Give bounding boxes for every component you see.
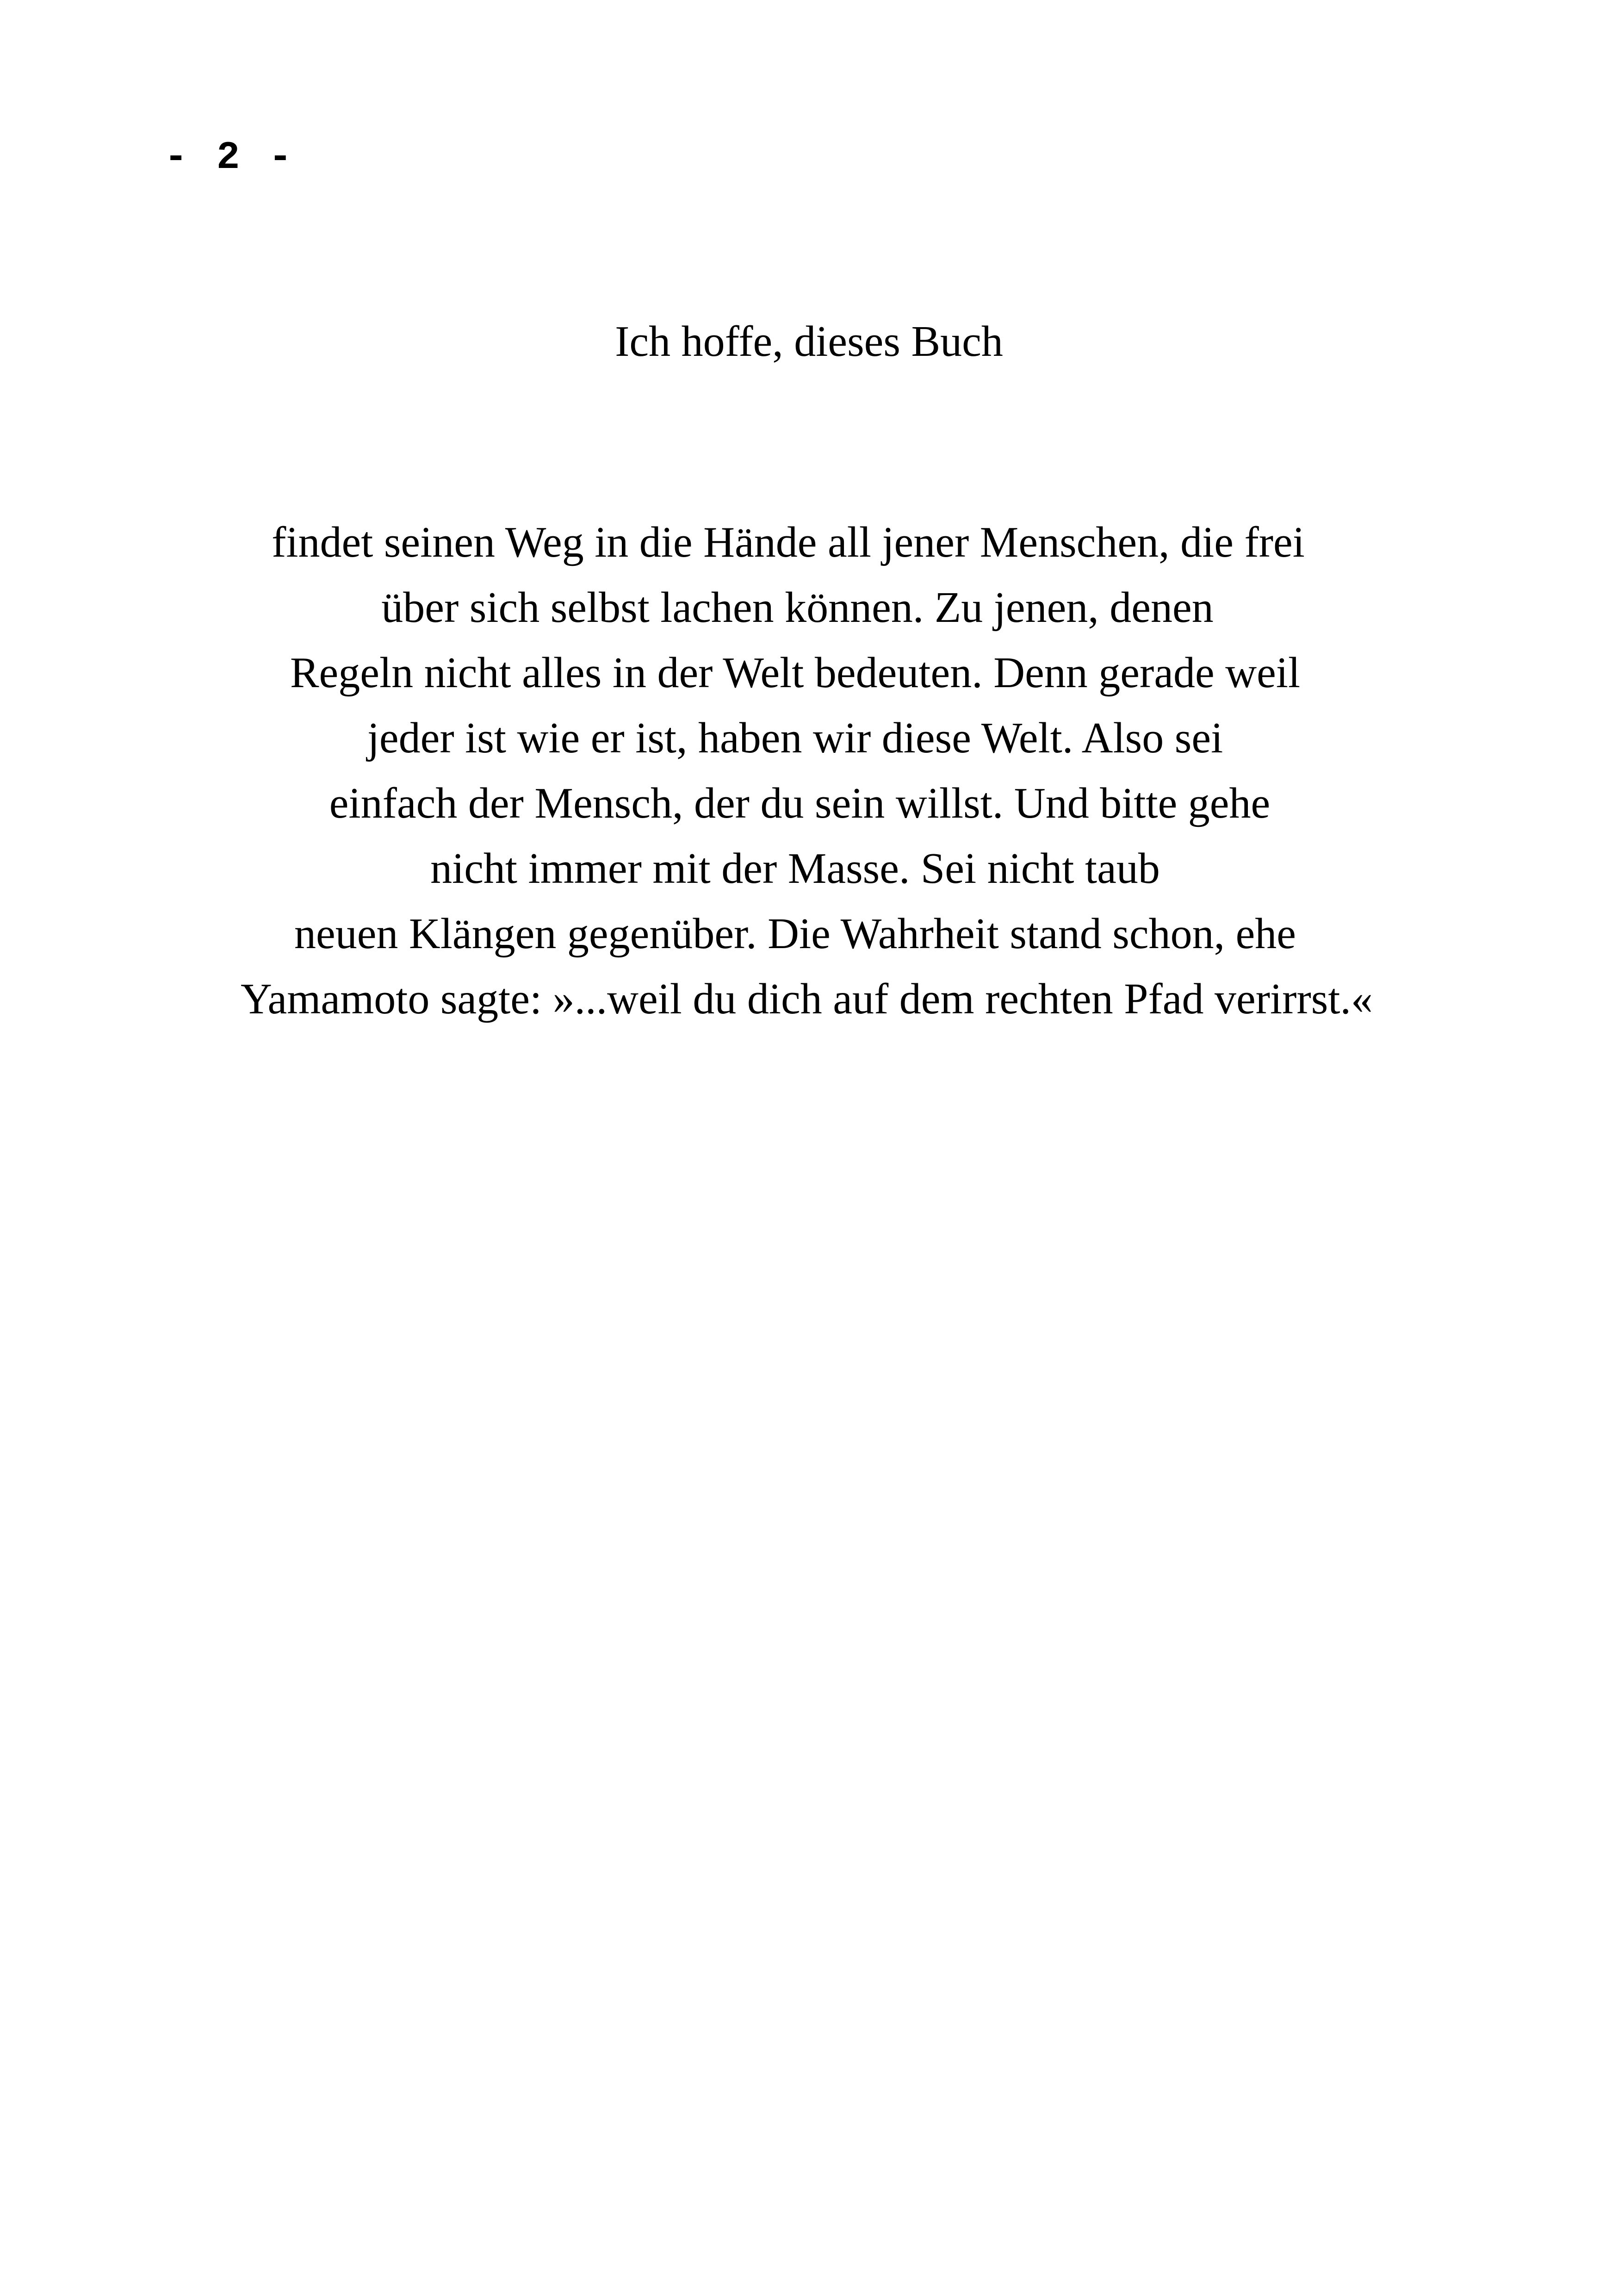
- page-number: - 2 -: [164, 136, 295, 180]
- dedication-line: jeder ist wie er ist, haben wir diese Welt. Also sei: [367, 714, 1223, 762]
- dedication-line: neuen Klängen gegenüber. Die Wahrheit stand schon, ehe: [294, 910, 1296, 958]
- dedication-line: nicht immer mit der Masse. Sei nicht taub: [430, 844, 1160, 893]
- dedication-line: Yamamoto sagte: »...weil du dich auf dem rechten Pfad verirrst.«: [241, 975, 1373, 1023]
- dedication-heading: Ich hoffe, dieses Buch: [615, 317, 1003, 366]
- dedication-body: [0, 510, 1618, 1032]
- dedication-line: Regeln nicht alles in der Welt bedeuten. Denn gerade weil: [290, 649, 1301, 697]
- dedication-line: findet seinen Weg in die Hände all jener Menschen, die frei: [272, 518, 1305, 566]
- dedication-line: einfach der Mensch, der du sein willst. Und bitte gehe: [329, 779, 1271, 827]
- dedication-line: über sich selbst lachen können. Zu jenen, denen: [381, 583, 1214, 632]
